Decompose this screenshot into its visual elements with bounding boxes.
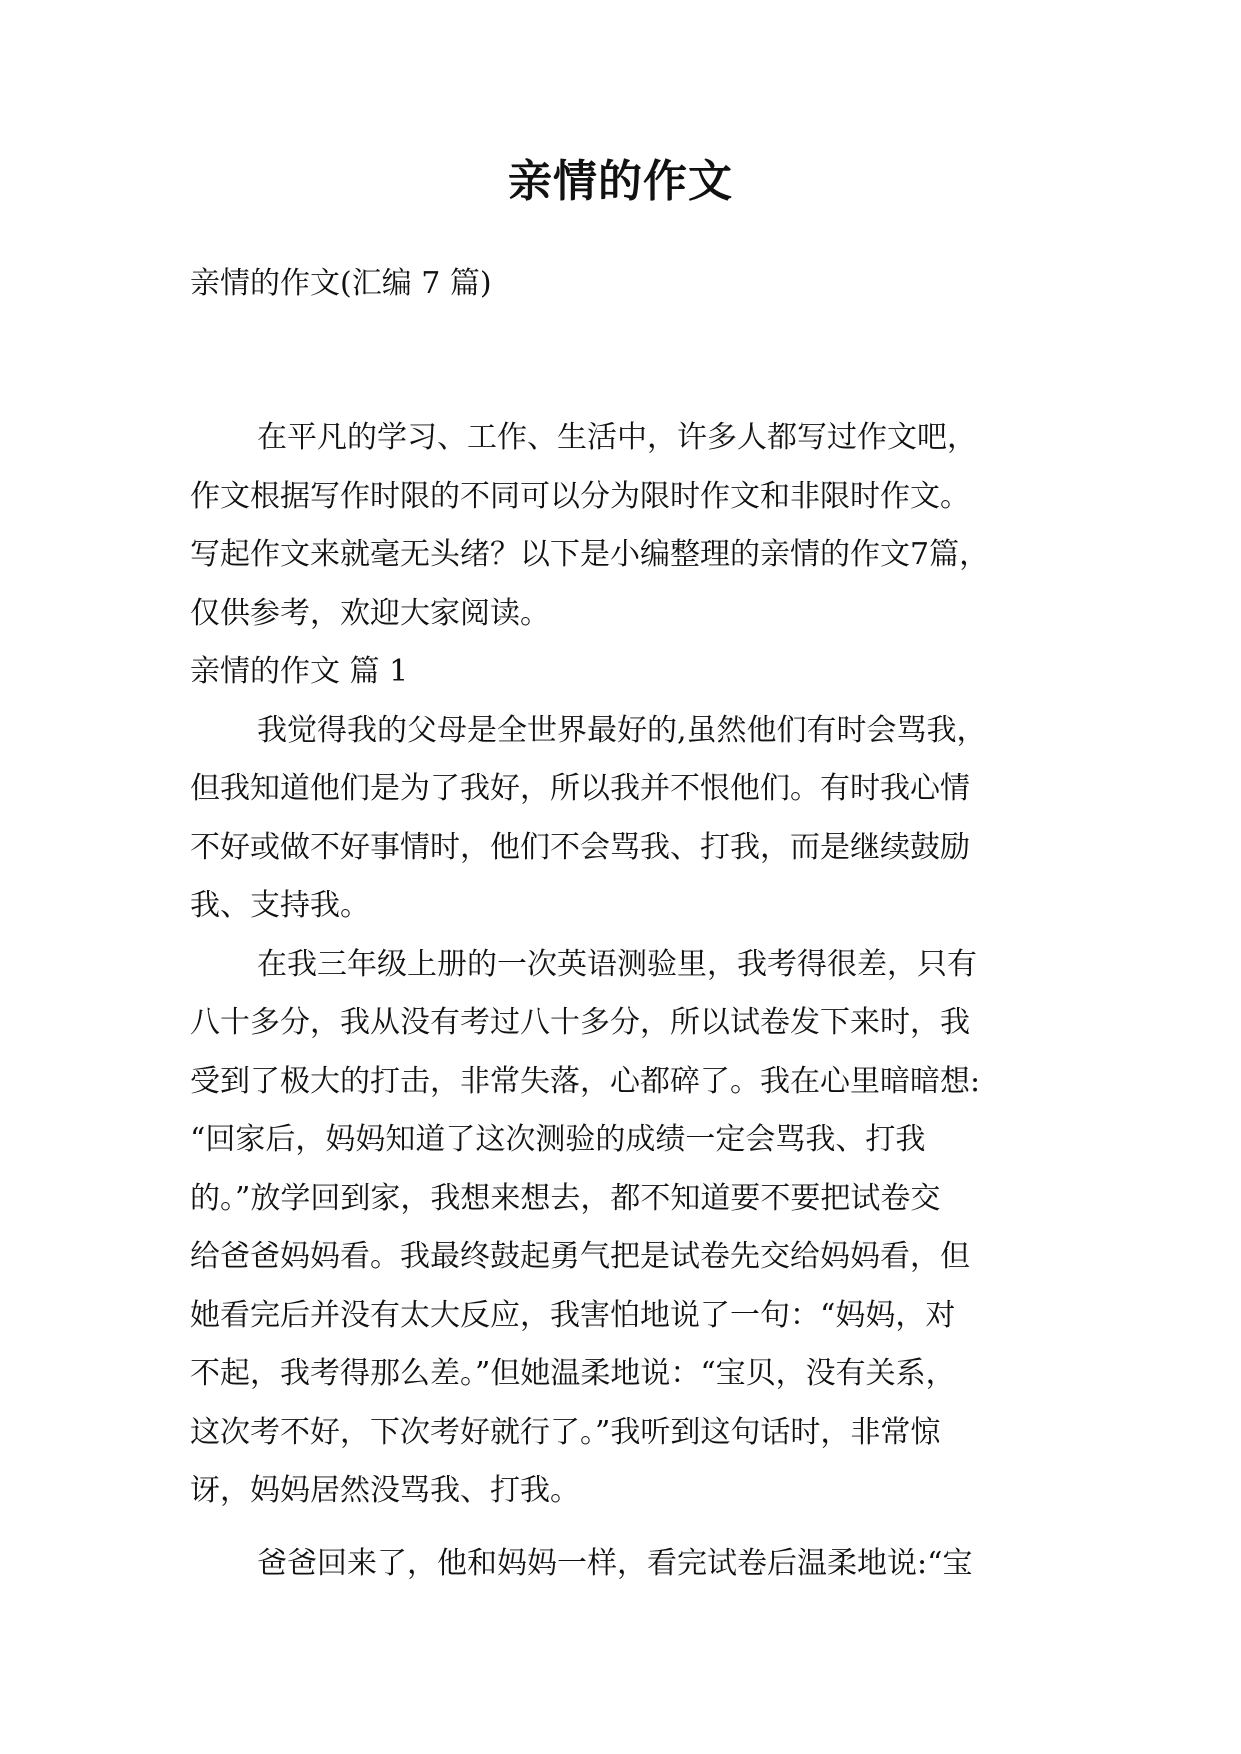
paragraph-2	[190, 936, 1064, 1521]
text-line: 作文根据写作时限的不同可以分为限时作文和非限时作文。	[190, 478, 970, 514]
text-line: “回家后，妈妈知道了这次测验的成绩一定会骂我、打我	[190, 1122, 926, 1157]
text-line: 我、支持我。	[190, 888, 370, 923]
paragraph-3	[190, 1535, 1064, 1594]
text-line: 她看完后并没有太大反应，我害怕地说了一句：“妈妈，对	[190, 1297, 956, 1333]
text-line: 在平凡的学习、工作、生活中，许多人都写过作文吧，	[257, 420, 977, 455]
text-line: 爸爸回来了，他和妈妈一样，看完试卷后温柔地说:“宝	[257, 1545, 973, 1581]
text-line: 写起作文来就毫无头绪？以下是小编整理的亲情的作文7篇，	[190, 537, 990, 572]
text-line: 不起，我考得那么差。”但她温柔地说：“宝贝，没有关系，	[190, 1356, 956, 1391]
section-heading: 亲情的作文 篇 1	[190, 654, 409, 689]
text-line: 的。”放学回到家，我想来想去，都不知道要不要把试卷交	[190, 1180, 941, 1216]
text-line: 在我三年级上册的一次英语测验里，我考得很差，只有	[257, 946, 977, 982]
text-line: 这次考不好，下次考好就行了。”我听到这句话时，非常惊	[190, 1414, 941, 1450]
text-line: 但我知道他们是为了我好，所以我并不恨他们。有时我心情	[190, 771, 970, 806]
text-line: 我觉得我的父母是全世界最好的,虽然他们有时会骂我，	[257, 712, 987, 748]
document-subtitle: 亲情的作文(汇编 7 篇)	[190, 266, 492, 301]
text-line: 给爸爸妈妈看。我最终鼓起勇气把是试卷先交给妈妈看，但	[190, 1239, 970, 1274]
paragraph-gap	[190, 1521, 1064, 1535]
text-line: 不好或做不好事情时，他们不会骂我、打我，而是继续鼓励	[190, 829, 970, 865]
text-line: 八十多分，我从没有考过八十多分，所以试卷发下来时，我	[190, 1005, 970, 1040]
paragraph-1	[190, 702, 1064, 936]
document-body	[190, 409, 1064, 1593]
document-title: 亲情的作文	[508, 156, 733, 207]
intro-paragraph	[190, 409, 1064, 643]
text-line: 讶，妈妈居然没骂我、打我。	[190, 1473, 580, 1508]
text-line: 受到了极大的打击，非常失落，心都碎了。我在心里暗暗想:	[190, 1063, 981, 1099]
text-line: 仅供参考，欢迎大家阅读。	[190, 595, 550, 631]
